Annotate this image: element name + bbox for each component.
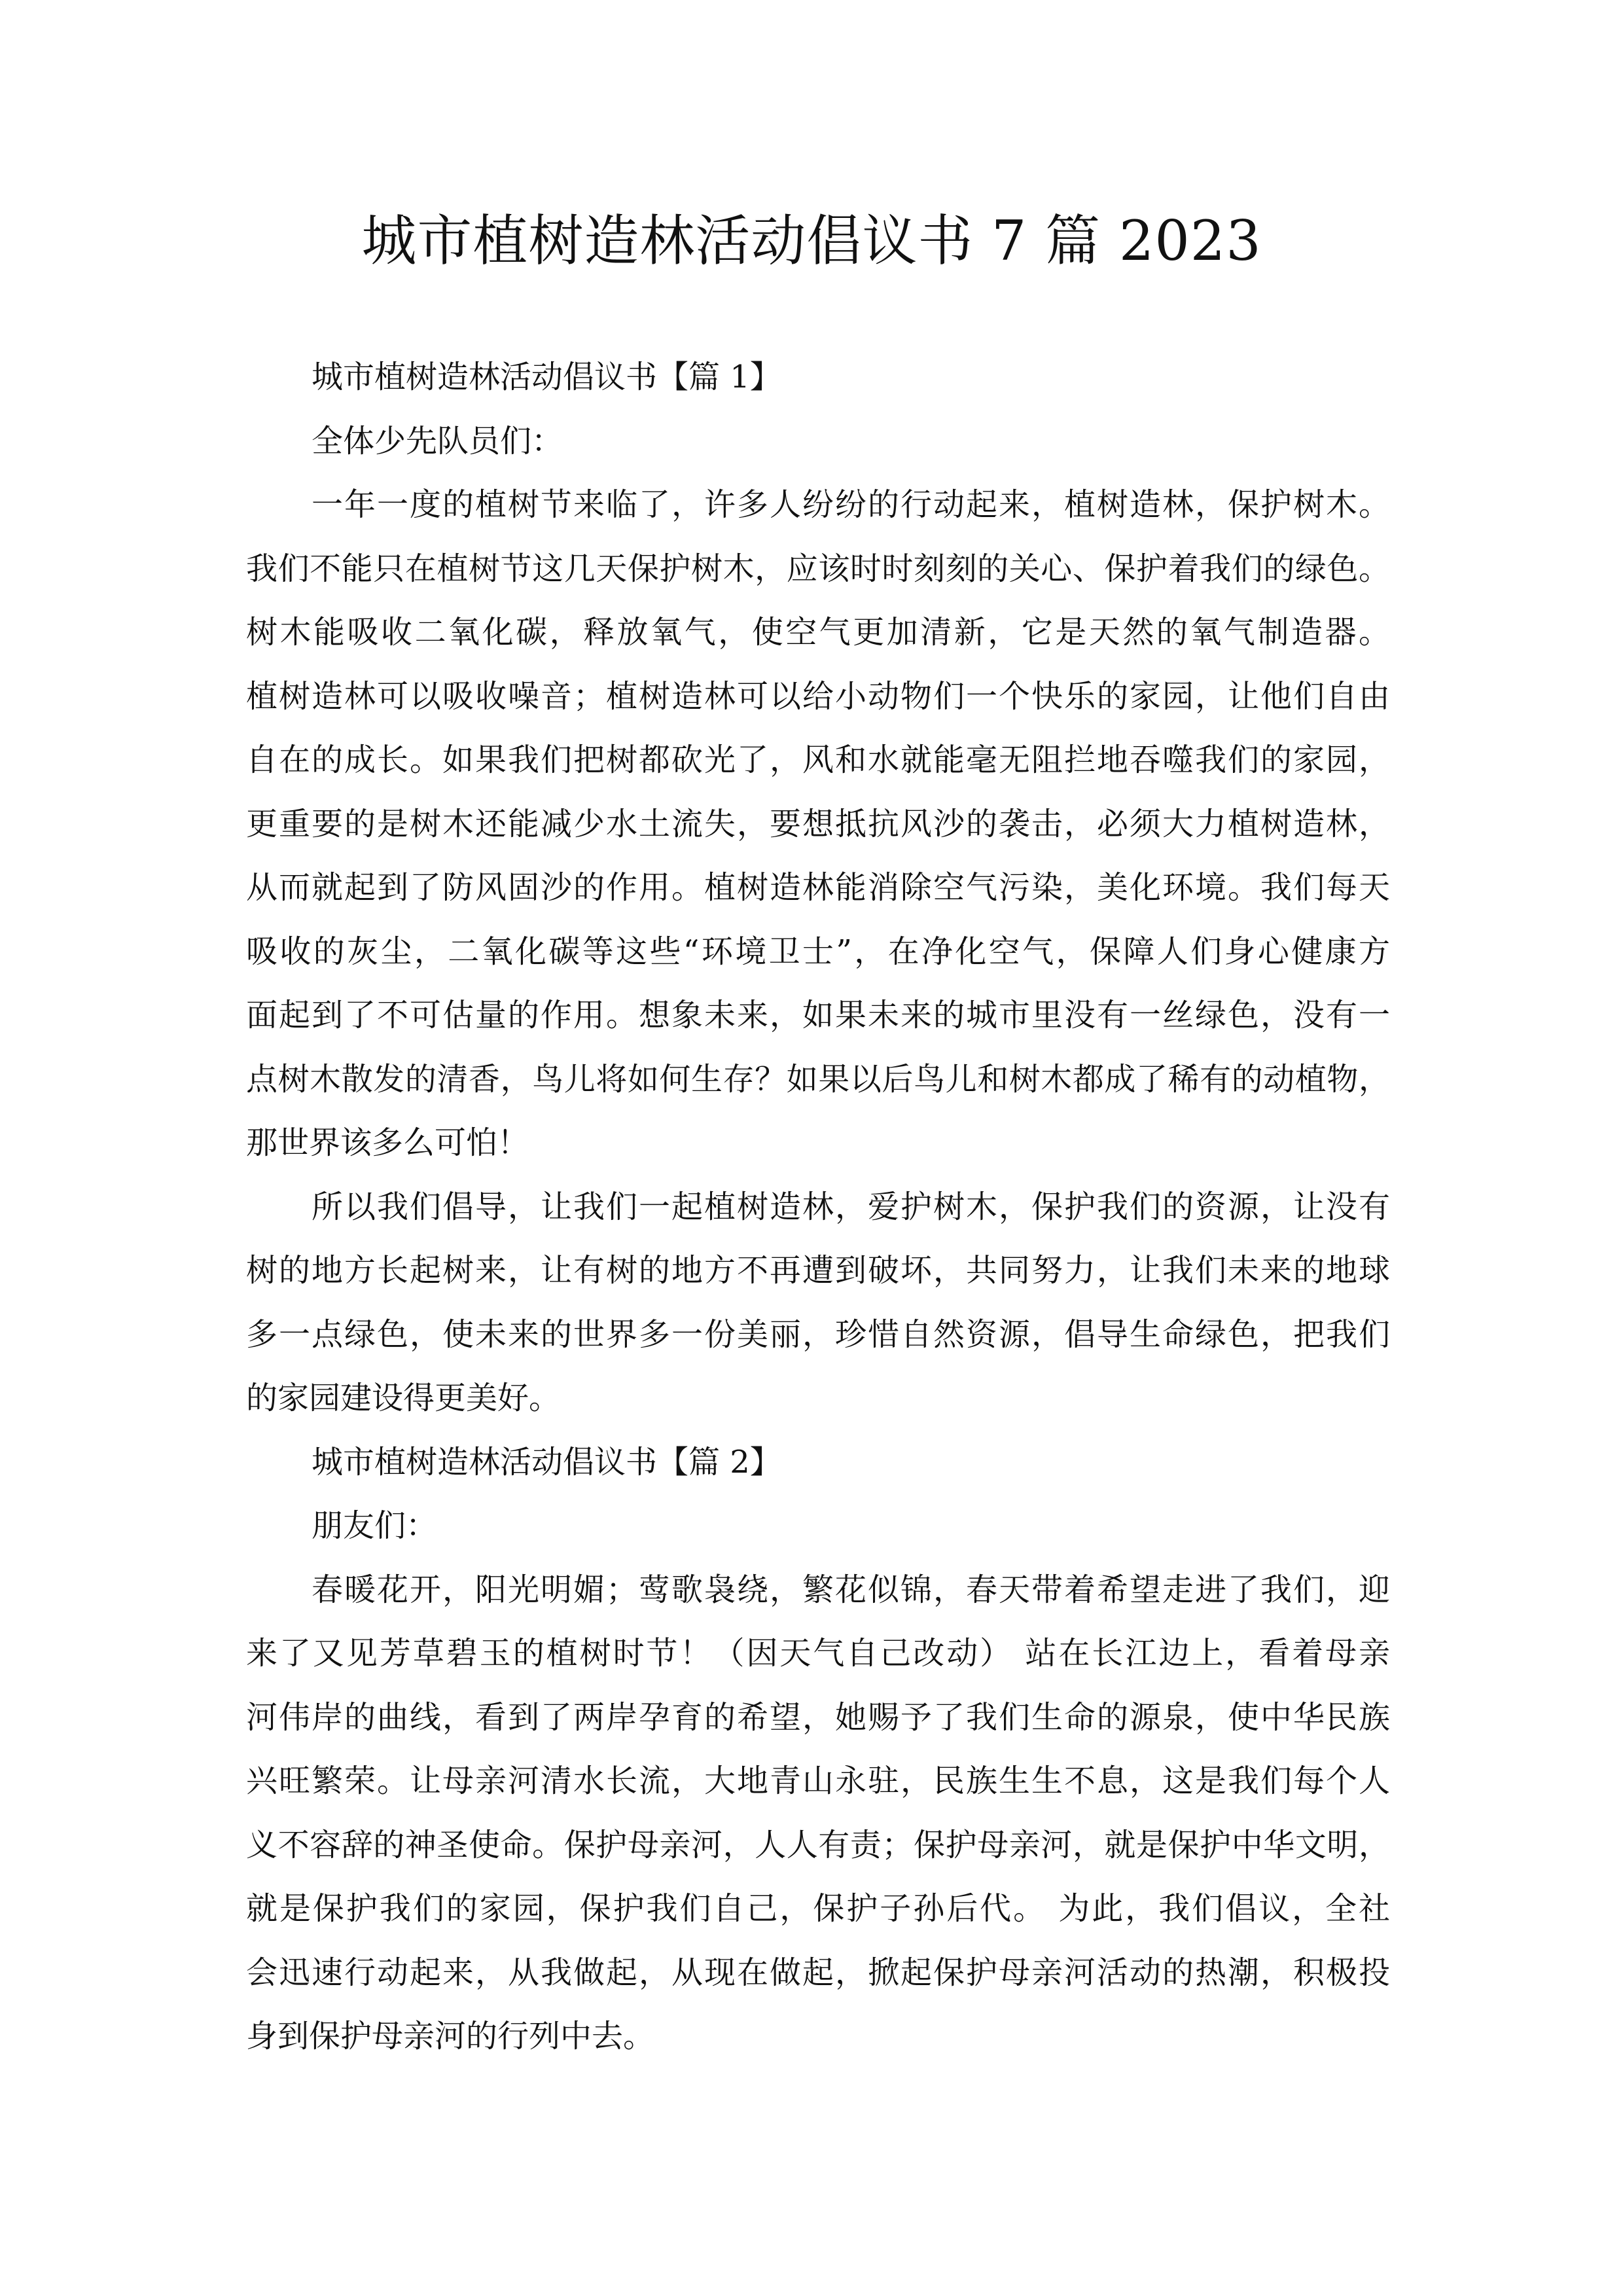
text-line: 兴旺繁荣。让母亲河清水长流，大地青山永驻，民族生生不息，这是我们每个人	[246, 1763, 1390, 1799]
text-line: 身到保护母亲河的行列中去。	[246, 2018, 655, 2054]
text-line: 从而就起到了防风固沙的作用。植树造林能消除空气污染，美化环境。我们每天	[246, 869, 1390, 906]
text-line: 吸收的灰尘，二氧化碳等这些“环境卫士”，在净化空气，保障人们身心健康方	[246, 933, 1390, 970]
section-heading	[246, 1431, 1390, 1495]
salutation	[246, 1494, 1390, 1558]
text-line: 城市植树造林活动倡议书【篇 1】	[312, 359, 781, 395]
text-line: 树的地方长起树来，让有树的地方不再遭到破坏，共同努力，让我们未来的地球	[246, 1252, 1390, 1289]
text-line: 那世界该多么可怕！	[246, 1124, 529, 1161]
text-line: 我们不能只在植树节这几天保护树木，应该时时刻刻的关心、保护着我们的绿色。	[246, 550, 1390, 587]
text-line: 面起到了不可估量的作用。想象未来，如果未来的城市里没有一丝绿色，没有一	[246, 997, 1390, 1033]
text-line: 春暖花开，阳光明媚；莺歌袅绕，繁花似锦，春天带着希望走进了我们，迎	[312, 1571, 1390, 1608]
text-line: 城市植树造林活动倡议书【篇 2】	[312, 1443, 781, 1480]
text-line: 全体少先队员们：	[312, 422, 563, 459]
section-heading	[246, 346, 1390, 410]
text-line: 义不容辞的神圣使命。保护母亲河，人人有责；保护母亲河，就是保护中华文明，	[246, 1826, 1390, 1863]
text-line: 河伟岸的曲线，看到了两岸孕育的希望，她赐予了我们生命的源泉，使中华民族	[246, 1698, 1390, 1736]
paragraph	[246, 473, 1390, 1175]
text-line: 朋友们：	[312, 1507, 438, 1544]
text-line: 来了又见芳草碧玉的植树时节！（因天气自己改动） 站在长江边上，看着母亲	[246, 1635, 1390, 1672]
text-line: 更重要的是树木还能减少水土流失，要想抵抗风沙的袭击，必须大力植树造林，	[246, 805, 1390, 842]
text-line: 的家园建设得更美好。	[246, 1380, 561, 1416]
text-line: 所以我们倡导，让我们一起植树造林，爱护树木，保护我们的资源，让没有	[312, 1188, 1390, 1225]
document-title: 城市植树造林活动倡议书 7 篇 2023	[361, 209, 1262, 273]
document-body	[246, 346, 1390, 2069]
salutation	[246, 410, 1390, 474]
text-line: 会迅速行动起来，从我做起，从现在做起，掀起保护母亲河活动的热潮，积极投	[246, 1954, 1390, 1991]
paragraph	[246, 1558, 1390, 2069]
text-line: 就是保护我们的家园，保护我们自己，保护子孙后代。 为此，我们倡议，全社	[246, 1890, 1390, 1927]
text-line: 自在的成长。如果我们把树都砍光了，风和水就能毫无阻拦地吞噬我们的家园，	[246, 742, 1390, 778]
text-line: 一年一度的植树节来临了，许多人纷纷的行动起来，植树造林，保护树木。	[312, 486, 1390, 523]
paragraph	[246, 1175, 1390, 1431]
text-line: 多一点绿色，使未来的世界多一份美丽，珍惜自然资源，倡导生命绿色，把我们	[246, 1316, 1390, 1353]
text-line: 植树造林可以吸收噪音；植树造林可以给小动物们一个快乐的家园，让他们自由	[246, 677, 1390, 715]
text-line: 点树木散发的清香，鸟儿将如何生存？如果以后鸟儿和树木都成了稀有的动植物，	[246, 1060, 1390, 1098]
text-line: 树木能吸收二氧化碳，释放氧气，使空气更加清新，它是天然的氧气制造器。	[246, 614, 1390, 651]
